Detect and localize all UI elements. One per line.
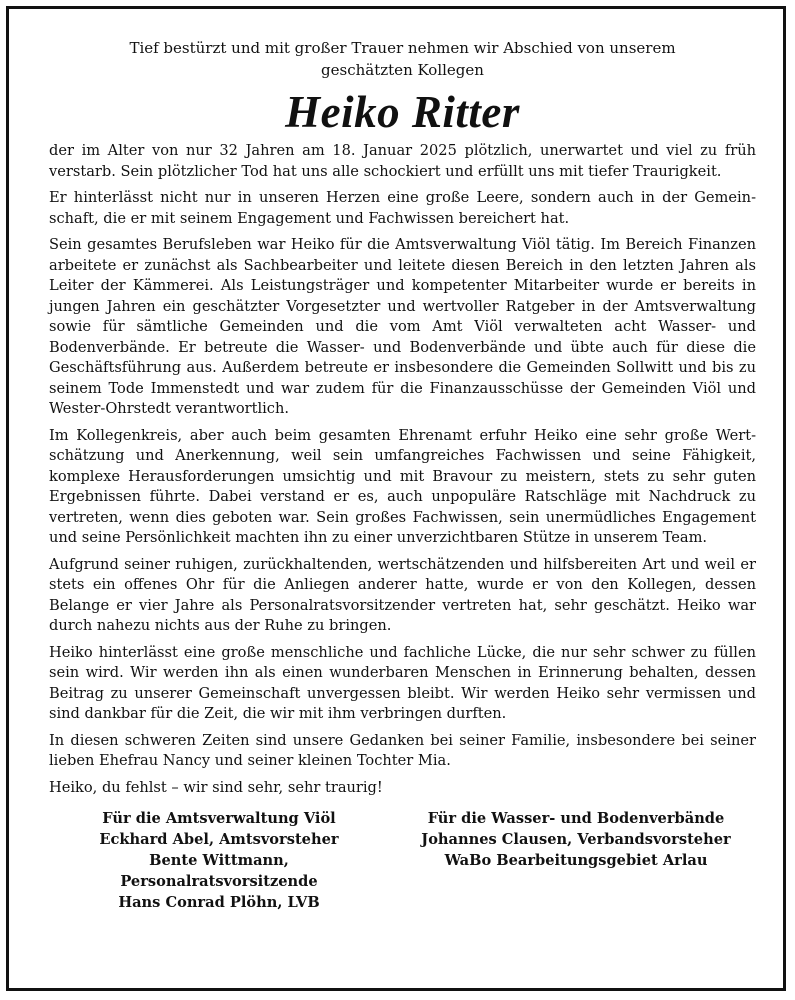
- signature-line: Für die Wasser- und Bodenverbände: [427, 810, 725, 827]
- deceased-name: Heiko Ritter: [285, 87, 520, 137]
- paragraph-legacy: Er hinterlässt nicht nur in unseren Herzen eine große Leere, sondern auch in der Gemeinschaft, die er mit seinem Engagement und Fachwissen bereichert hat.: [49, 189, 756, 227]
- signature-line: Bente Wittmann,: [149, 852, 289, 869]
- signature-line: Eckhard Abel, Amtsvorsteher: [99, 831, 339, 848]
- paragraph-farewell: Heiko, du fehlst – wir sind sehr, sehr traurig!: [49, 778, 383, 796]
- paragraph-family: In diesen schweren Zeiten sind unsere Gedanken bei seiner Familie, insbesondere bei seiner lieben Ehefrau Nancy und seiner kleinen Tochter Mia.: [49, 731, 756, 769]
- paragraph-character: Aufgrund seiner ruhigen, zurückhaltenden, wertschätzenden und hilfsbereiten Art und weil er stets ein offenes Ohr für die Anliegen anderer hatte, wurde er von den Kollegen, dessen Belange er vier Jahre als Personalratsvorsitzender vertreten hat, sehr geschätzt. Heiko war durch nahezu nichts aus der Ruhe zu bringen.: [49, 555, 756, 634]
- obituary-content: [49, 37, 756, 913]
- intro-line-2: geschätzten Kollegen: [321, 61, 484, 79]
- intro-line-1: Tief bestürzt und mit großer Trauer nehmen wir Abschied von unserem: [129, 39, 676, 57]
- intro-text: [49, 37, 756, 81]
- signature-line: Personalratsvorsitzende: [120, 873, 318, 890]
- obituary-frame: [6, 6, 786, 991]
- signatures: [49, 808, 756, 913]
- paragraph-death-notice: der im Alter von nur 32 Jahren am 18. Januar 2025 plötzlich, unerwartet und viel zu früh verstarb. Sein plötzlicher Tod hat uns alle schockiert und erfüllt uns mit tiefer Traurigkeit.: [49, 142, 756, 180]
- signature-line: Für die Amtsverwaltung Viöl: [102, 810, 336, 827]
- signature-line: Johannes Clausen, Verbandsvorsteher: [421, 831, 731, 848]
- paragraph-remembrance: Heiko hinterlässt eine große menschliche und fachliche Lücke, die nur sehr schwer zu füllen sein wird. Wir werden ihn als einen wunderbaren Menschen in Erinnerung behalten, dessen Beitrag zu unserer Gemeinschaft unvergessen bleibt. Wir werden Heiko sehr vermissen und sind dankbar für die Zeit, die wir mit ihm verbringen durften.: [49, 643, 756, 722]
- signature-block-amtsverwaltung: [59, 808, 379, 913]
- paragraph-career: Sein gesamtes Berufsleben war Heiko für die Amtsverwaltung Viöl tätig. Im Bereich Finanzen arbeitete er zunächst als Sachbearbeiter und leitete diesen Bereich in den letzten Jahren als Leiter der Kämmerei. Als Leistungsträger und kompetenter Mitarbeiter wurde er bereits in jungen Jahren ein geschätzter Vorgesetzter und wertvoller Ratgeber in der Amtsverwaltung sowie für sämtliche Gemeinden und die vom Amt Viöl verwalteten acht Wasser- und Bodenverbände. Er betreute die Wasser- und Bodenverbände und übte auch für diese die Geschäftsführung aus. Außerdem betreute er insbesondere die Gemeinden Sollwitt und bis zu seinem Tode Immenstedt und war zudem für die Finanzausschüsse der Gemeinden Viöl und Wester-Ohrstedt verantwortlich.: [49, 236, 756, 417]
- signature-block-bodenverbaende: [396, 808, 756, 913]
- signature-line: WaBo Bearbeitungsgebiet Arlau: [444, 852, 708, 869]
- signature-line: Hans Conrad Plöhn, LVB: [118, 894, 320, 911]
- paragraph-appreciation: Im Kollegenkreis, aber auch beim gesamten Ehrenamt erfuhr Heiko eine sehr große Wertschätzung und Anerkennung, weil sein umfangreiches Fachwissen und seine Fähigkeit, komplexe Herausforderungen umsichtig und mit Bravour zu meistern, stets zu sehr guten Ergebnissen führte. Dabei verstand er es, auch unpopuläre Ratschläge mit Nachdruck zu vertreten, wenn dies geboten war. Sein großes Fachwissen, sein unermüdliches Engagement und seine Persönlichkeit machten ihn zu einer unverzichtbaren Stütze in unserem Team.: [49, 426, 756, 546]
